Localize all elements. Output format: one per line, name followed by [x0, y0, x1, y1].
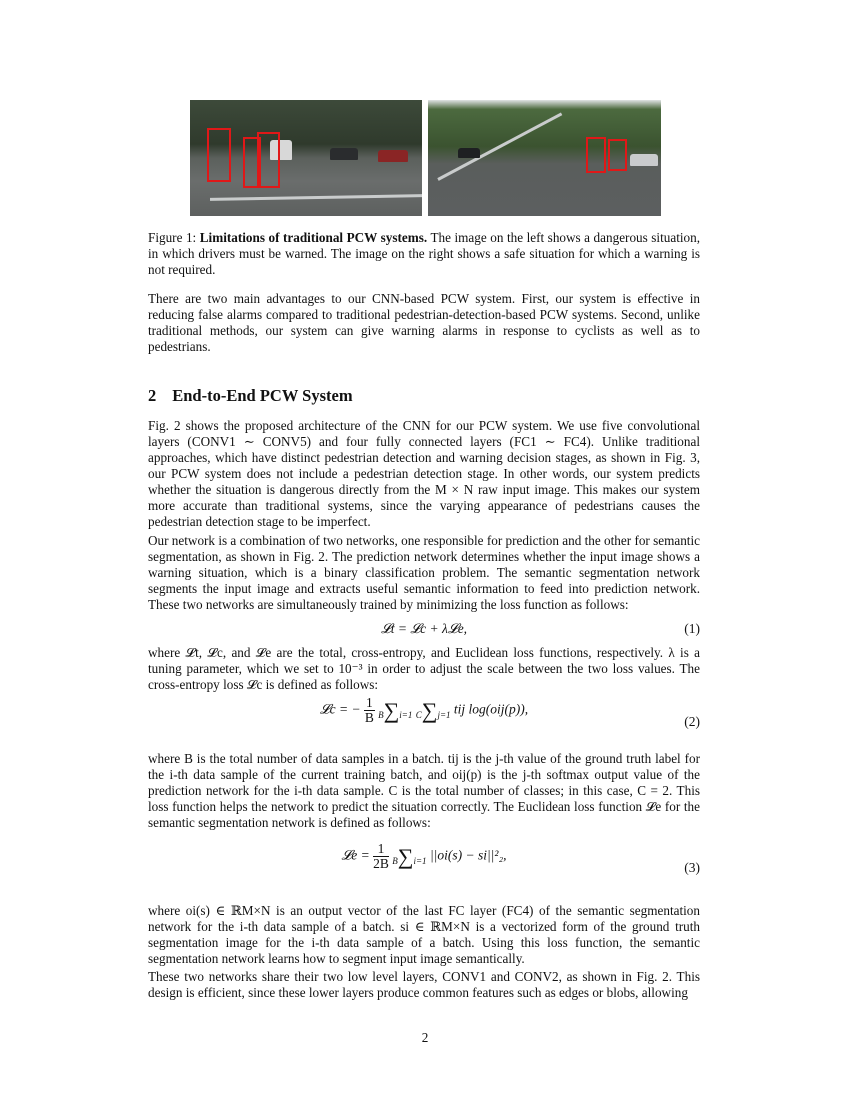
equation-3 [148, 842, 700, 894]
eq-lhs: 𝓛c = − [319, 701, 361, 717]
car [630, 154, 658, 166]
equation-body: 𝓛e = $\frac{1}{2B}$ B∑i=1 ||oi(s) − si||²₂, [341, 841, 507, 871]
equation-2 [148, 696, 700, 748]
equation-body: 𝓛c = − $\frac{1}{B}$ B∑i=1 C∑j=1 tij log(oij(p)), [319, 695, 529, 725]
pedestrian-box [207, 128, 231, 182]
equation-number: (2) [684, 714, 700, 729]
paragraph: where 𝓛t, 𝓛c, and 𝓛e are the total, cross-entropy, and Euclidean loss functions, respectively. λ is a tuning parameter, which we set to 10⁻³ in order to adjust the scale between the two loss values. The cross-entropy loss 𝓛c is defined as follows: [148, 645, 700, 692]
caption-text: The image on the left shows a dangerous situation, in which drivers must be warned. The image on the right shows a safe situation for which a warning is not required. [148, 230, 701, 277]
figure-caption [148, 230, 700, 278]
figure-left-image [190, 100, 422, 216]
paragraph: where B is the total number of data samples in a batch. tij is the j-th value of the ground truth label for the i-th data sample of the current training batch, and oij(p) is the j-th softmax output value of the prediction network for the i-th data sample. C is the total number of classes; in this case, C = 2. This loss function helps the network to predict the situation correctly. The Euclidean loss function 𝓛e for the semantic segmentation network is defined as follows: [148, 751, 700, 830]
paragraph: There are two main advantages to our CNN-based PCW system. First, our system is effective in reducing false alarms compared to traditional pedestrian-detection-based PCW systems. Second, unlike traditional methods, our system can give warning alarms in response to cyclists as well as to pedestrians. [148, 291, 700, 354]
paragraph: where oi(s) ∈ ℝM×N is an output vector of the last FC layer (FC4) of the semantic segmentation network for the i-th data sample of a batch. si ∈ ℝM×N is a vectorized form of the ground truth segmentation image for the i-th data sample of a batch. Using this loss function, the semantic segmentation network learns how to segment input image semantically. [148, 903, 700, 966]
car [330, 148, 358, 160]
section-number: 2 [148, 386, 157, 405]
eq-body: ||oi(s) − si||²₂, [429, 847, 507, 863]
section-heading [148, 386, 369, 406]
eq-body: tij log(oij(p)), [453, 701, 529, 717]
sum-upper: C [415, 709, 422, 720]
eq-denominator: 2B [373, 856, 389, 871]
pedestrian-box [586, 137, 606, 173]
sum-lower: j=1 [437, 709, 451, 720]
caption-label: Figure 1: [148, 230, 197, 245]
sum-lower: i=1 [413, 855, 427, 866]
eq-numerator: 1 [365, 695, 373, 710]
sum-lower: i=1 [399, 709, 413, 720]
eq-denominator: B [364, 710, 374, 725]
paragraph: Fig. 2 shows the proposed architecture of the CNN for our PCW system. We use five convolutional layers (CONV1 ∼ CONV5) and four fully connected layers (FC1 ∼ FC4). Unlike traditional approaches, which have distinct pedestrian detection and warning decision stages, as shown in Fig. 3, our PCW system does not include a pedestrian detection stage. In other words, our system predicts whether the situation is dangerous directly from the M × N raw input image. This makes our system more accurate than traditional systems, since the varying appearance of pedestrians causes the pedestrian detection stage to be imperfect. [148, 418, 700, 529]
equation-body: 𝓛t = 𝓛c + λ𝓛e, [380, 621, 468, 636]
pedestrian-box [257, 132, 280, 188]
paragraph: Our network is a combination of two networks, one responsible for prediction and the other for semantic segmentation, as shown in Fig. 2. The prediction network determines whether the input image shows a warning situation, which is a binary classification problem. The semantic segmentation network segments the input image and extracts useful semantic information to feed into prediction network. These two networks are simultaneously trained by minimizing the loss function as follows: [148, 533, 700, 612]
caption-title: Limitations of traditional PCW systems. [199, 230, 428, 245]
equation-number: (1) [684, 621, 700, 636]
eq-numerator: 1 [373, 842, 389, 857]
section-title: End-to-End PCW System [172, 386, 353, 405]
car [458, 148, 480, 158]
sum-upper: B [378, 709, 384, 720]
equation-number: (3) [684, 860, 700, 875]
eq-lhs: 𝓛e = [341, 847, 370, 863]
page-number: 2 [421, 1030, 429, 1045]
figure-right-image [428, 100, 661, 216]
road-marking [210, 194, 422, 201]
road-marking [437, 112, 562, 180]
sum-upper: B [392, 855, 398, 866]
equation-1 [148, 621, 700, 639]
paragraph: These two networks share their two low level layers, CONV1 and CONV2, as shown in Fig. 2. This design is efficient, since these lower layers produce common features such as edges or blobs, allowing [148, 969, 700, 1000]
pedestrian-box [608, 139, 627, 171]
car [378, 150, 408, 162]
